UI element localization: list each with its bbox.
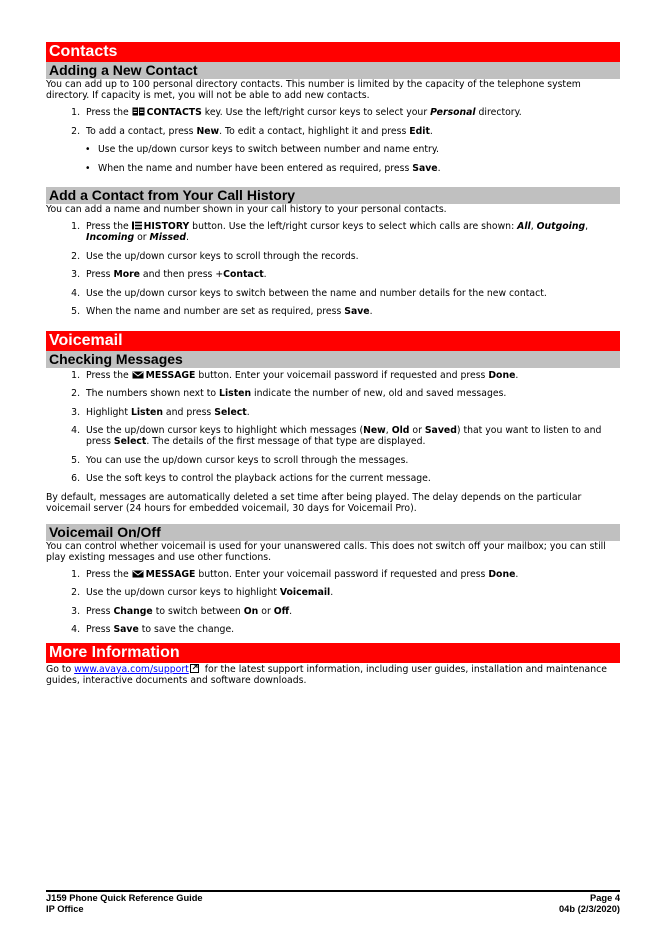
list-item: 2. Use the up/down cursor keys to scroll through the records.: [83, 251, 620, 262]
list-item: 1. Press the MESSAGE button. Enter your voicemail password if requested and press Done.: [83, 569, 620, 580]
list-item: • Use the up/down cursor keys to switch between number and name entry.: [98, 144, 620, 155]
list-item: 4. Use the up/down cursor keys to highlight which messages (New, Old or Saved) that you want to listen to and press Select. The details of the first message of that type are displayed.: [83, 425, 620, 447]
checking-note: By default, messages are automatically deleted a set time after being played. The delay depends on the particular voicemail server (24 hours for embedded voicemail, 30 days for Voicemail Pro).: [46, 491, 582, 514]
section-title-contacts: Contacts: [46, 42, 620, 62]
list-item: 3. Press Change to switch between On or Off.: [83, 606, 620, 617]
list-item: 1. Press the CONTACTS key. Use the left/right cursor keys to select your Personal directory.: [83, 107, 620, 118]
history-icon: [132, 221, 142, 230]
onoff-steps: [46, 569, 620, 636]
product-name: IP Office: [46, 904, 84, 914]
list-item: 3. Press More and then press +Contact.: [83, 269, 620, 280]
support-link[interactable]: www.avaya.com/support: [74, 663, 189, 675]
list-item: 5. You can use the up/down cursor keys to scroll through the messages.: [83, 455, 620, 466]
page-footer: [46, 890, 620, 915]
list-item: 2. Use the up/down cursor keys to highlight Voicemail.: [83, 587, 620, 598]
adding-bullets: [46, 144, 620, 174]
page-number: Page 4: [590, 893, 620, 903]
list-item: 4. Press Save to save the change.: [83, 624, 620, 635]
list-item: 4. Use the up/down cursor keys to switch between the name and number details for the new contact.: [83, 288, 620, 299]
list-item: 5. When the name and number are set as required, press Save.: [83, 306, 620, 317]
adding-intro: You can add up to 100 personal directory contacts. This number is limited by the capacity of the telephone system directory. If capacity is met, you will not be able to add new contacts.: [46, 79, 581, 101]
section-title-voicemail: Voicemail: [46, 331, 620, 351]
document-body: [46, 42, 620, 686]
checking-steps: [46, 370, 620, 485]
list-item: 6. Use the soft keys to control the playback actions for the current message.: [83, 473, 620, 484]
subsection-title-onoff: Voicemail On/Off: [46, 524, 620, 541]
list-item: 1. Press the MESSAGE button. Enter your voicemail password if requested and press Done.: [83, 370, 620, 381]
envelope-icon: [132, 570, 144, 578]
list-item: • When the name and number have been entered as required, press Save.: [98, 163, 620, 174]
section-title-more: More Information: [46, 643, 620, 663]
list-item: 3. Highlight Listen and press Select.: [83, 407, 620, 418]
history-steps: [46, 221, 620, 317]
adding-steps: [46, 107, 620, 137]
subsection-title-history: Add a Contact from Your Call History: [46, 187, 620, 204]
subsection-title-adding: Adding a New Contact: [46, 62, 620, 79]
external-link-icon: [189, 663, 200, 673]
more-info-text: Go to www.avaya.com/support for the latest support information, including user guides, installation and maintenance guides, interactive documents and software downloads.: [46, 663, 607, 686]
list-item: 2. To add a contact, press New. To edit a contact, highlight it and press Edit.: [83, 126, 620, 137]
list-item: 1. Press the HISTORY button. Use the left/right cursor keys to select which calls are shown: All, Outgoing, Incoming or Missed.: [83, 221, 620, 243]
issue-date: 04b (2/3/2020): [559, 904, 620, 914]
guide-title: J159 Phone Quick Reference Guide: [46, 893, 203, 903]
subsection-title-checking: Checking Messages: [46, 351, 620, 368]
contacts-icon: [132, 107, 145, 116]
history-intro: You can add a name and number shown in your call history to your personal contacts.: [46, 204, 447, 215]
list-item: 2. The numbers shown next to Listen indicate the number of new, old and saved messages.: [83, 388, 620, 399]
envelope-icon: [132, 371, 144, 379]
onoff-intro: You can control whether voicemail is used for your unanswered calls. This does not switch off your mailbox; you can still play existing messages and use other functions.: [46, 540, 606, 563]
